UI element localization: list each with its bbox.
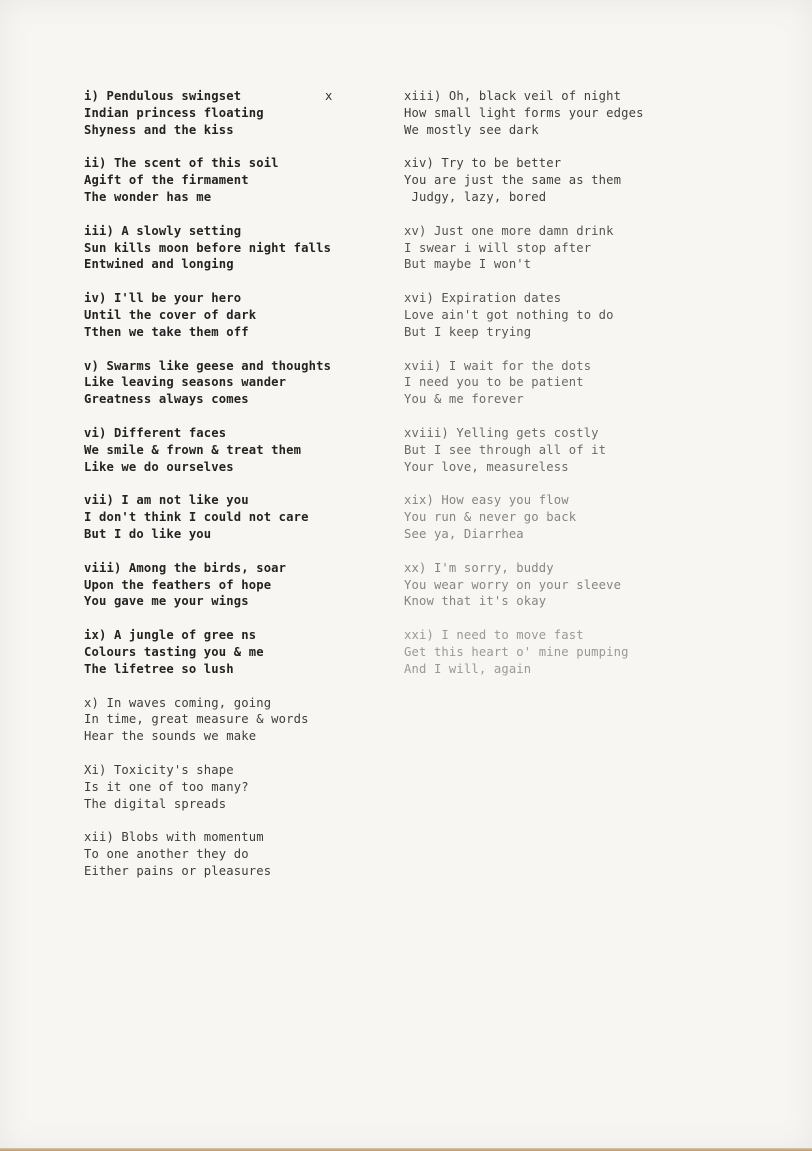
stanza-line: Hear the sounds we make xyxy=(84,729,257,744)
stanza-line: You are just the same as them xyxy=(404,173,622,188)
stanza-line: i) Pendulous swingset xyxy=(84,89,242,103)
stanza-line: Your love, measureless xyxy=(404,459,569,474)
stanza-line: You gave me your wings xyxy=(84,594,249,609)
right-column xyxy=(404,88,704,695)
stanza-line: x) In waves coming, going xyxy=(84,695,272,710)
stanza-line: Entwined and longing xyxy=(84,257,234,272)
stanza-xv xyxy=(404,223,704,273)
stanza-line: xv) Just one more damn drink xyxy=(404,223,614,238)
stanza-line: The wonder has me xyxy=(84,189,212,204)
stanza-line: Like we do ourselves xyxy=(84,459,234,474)
stanza-line: Know that it's okay xyxy=(404,594,547,609)
stanza-line: Indian princess floating xyxy=(84,105,264,120)
stanza-line: vi) Different faces xyxy=(84,425,227,440)
stanza-line: xxi) I need to move fast xyxy=(404,628,584,643)
stanza-iv xyxy=(84,290,384,340)
stanza-line: xx) I'm sorry, buddy xyxy=(404,560,554,575)
stanza-v xyxy=(84,358,384,408)
stanza-line: Colours tasting you & me xyxy=(84,644,264,659)
stanza-line: Shyness and the kiss xyxy=(84,122,234,137)
stanza-vi xyxy=(84,425,384,475)
stanza-line: iv) I'll be your hero xyxy=(84,291,242,306)
stanza-line: v) Swarms like geese and thoughts xyxy=(84,358,332,373)
stanza-viii xyxy=(84,560,384,610)
stanza-xxi xyxy=(404,627,704,677)
stanza-line: But I keep trying xyxy=(404,324,532,339)
stanza-line: But I do like you xyxy=(84,526,212,541)
stanza-line: Either pains or pleasures xyxy=(84,863,272,878)
stanza-x xyxy=(84,695,384,745)
stanza-xx xyxy=(404,560,704,610)
stanza-line: In time, great measure & words xyxy=(84,712,309,727)
stanza-xi xyxy=(84,762,384,812)
stanza-line: I don't think I could not care xyxy=(84,510,309,525)
stanza-vii xyxy=(84,492,384,542)
stanza-ix xyxy=(84,627,384,677)
stanza-line: The digital spreads xyxy=(84,796,227,811)
stanza-line: How small light forms your edges xyxy=(404,105,644,120)
stanza-line: But maybe I won't xyxy=(404,257,532,272)
stanza-line: The lifetree so lush xyxy=(84,661,234,676)
stanza-line: Judgy, lazy, bored xyxy=(404,189,547,204)
stanza-line: You & me forever xyxy=(404,392,524,407)
stanza-line: Agift of the firmament xyxy=(84,173,249,188)
stanza-xviii xyxy=(404,425,704,475)
x-mark: x xyxy=(325,89,333,103)
stanza-line: xix) How easy you flow xyxy=(404,493,569,508)
stanza-xvi xyxy=(404,290,704,340)
stanza-line: We smile & frown & treat them xyxy=(84,442,302,457)
left-column xyxy=(84,88,384,897)
stanza-line: Sun kills moon before night falls xyxy=(84,240,332,255)
stanza-xii xyxy=(84,829,384,879)
stanza-xix xyxy=(404,492,704,542)
stanza-line: Get this heart o' mine pumping xyxy=(404,644,629,659)
stanza-line: Until the cover of dark xyxy=(84,307,257,322)
stanza-iii xyxy=(84,223,384,273)
stanza-line: Xi) Toxicity's shape xyxy=(84,762,234,777)
stanza-line: xviii) Yelling gets costly xyxy=(404,425,599,440)
stanza-line: I need you to be patient xyxy=(404,375,584,390)
stanza-line: Love ain't got nothing to do xyxy=(404,307,614,322)
stanza-line: ii) The scent of this soil xyxy=(84,156,279,171)
stanza-line: Like leaving seasons wander xyxy=(84,375,287,390)
stanza-i xyxy=(84,88,384,138)
stanza-line: I swear i will stop after xyxy=(404,240,592,255)
stanza-line: xvii) I wait for the dots xyxy=(404,358,592,373)
stanza-line: You run & never go back xyxy=(404,510,577,525)
stanza-line: viii) Among the birds, soar xyxy=(84,560,287,575)
stanza-line: We mostly see dark xyxy=(404,122,539,137)
stanza-line: xii) Blobs with momentum xyxy=(84,830,264,845)
stanza-line: Tthen we take them off xyxy=(84,324,249,339)
stanza-line: You wear worry on your sleeve xyxy=(404,577,622,592)
stanza-line: xvi) Expiration dates xyxy=(404,291,562,306)
stanza-xiv xyxy=(404,155,704,205)
stanza-line: xiv) Try to be better xyxy=(404,156,562,171)
stanza-line: iii) A slowly setting xyxy=(84,223,242,238)
stanza-ii xyxy=(84,155,384,205)
stanza-xiii xyxy=(404,88,704,138)
stanza-line: See ya, Diarrhea xyxy=(404,526,524,541)
stanza-line: xiii) Oh, black veil of night xyxy=(404,89,622,103)
stanza-line: Is it one of too many? xyxy=(84,779,249,794)
stanza-line: Greatness always comes xyxy=(84,392,249,407)
stanza-xvii xyxy=(404,358,704,408)
stanza-line: But I see through all of it xyxy=(404,442,607,457)
stanza-line: Upon the feathers of hope xyxy=(84,577,272,592)
stanza-line: vii) I am not like you xyxy=(84,493,249,508)
stanza-line: And I will, again xyxy=(404,661,532,676)
stanza-line: To one another they do xyxy=(84,847,249,862)
stanza-line: ix) A jungle of gree ns xyxy=(84,628,257,643)
